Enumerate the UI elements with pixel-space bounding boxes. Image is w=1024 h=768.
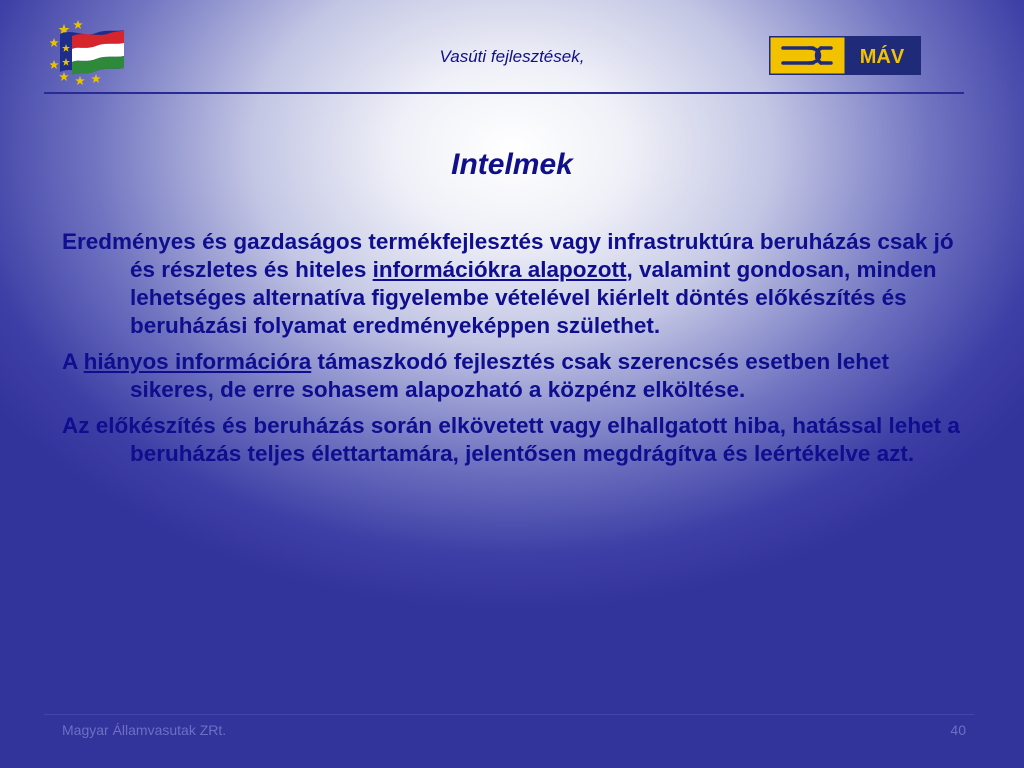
paragraph-1	[62, 228, 967, 340]
paragraph-1-link[interactable]: információkra alapozott	[372, 257, 627, 282]
mav-logo-icon	[769, 36, 921, 75]
paragraph-3-text: Az előkészítés és beruházás során elkövetett vagy elhallgatott hiba, hatással lehet a beruházás teljes élettartamára, jelentősen megdrágítva és leértékelve azt.	[62, 413, 960, 466]
paragraph-2-link[interactable]: hiányos információra	[83, 349, 312, 374]
paragraph-1-text: Eredményes és gazdaságos termékfejlesztés vagy infrastruktúra beruházás csak jó és részletes és hiteles	[62, 229, 954, 282]
paragraph-1-text-end: , valamint gondosan, minden lehetséges alternatíva figyelembe vételével kiérlelt döntés előkészítés és beruházási folyamat eredményeképpen születhet.	[130, 257, 937, 338]
slide-title: Intelmek	[451, 148, 573, 181]
footer-organization: Magyar Államvasutak ZRt.	[62, 722, 227, 738]
footer-divider	[44, 714, 974, 715]
header-title: Vasúti fejlesztések,	[439, 47, 585, 66]
paragraph-2-text-end: támaszkodó fejlesztés csak szerencsés esetben lehet sikeres, de erre sohasem alapozható a közpénz elköltése.	[130, 349, 890, 402]
paragraph-3	[62, 412, 967, 468]
paragraph-2-text: A	[62, 349, 84, 374]
mav-logo-text: MÁV	[859, 46, 905, 68]
slide-body	[62, 228, 967, 476]
paragraph-2	[62, 348, 967, 404]
header-divider	[44, 92, 964, 94]
page-number: 40	[950, 722, 966, 738]
